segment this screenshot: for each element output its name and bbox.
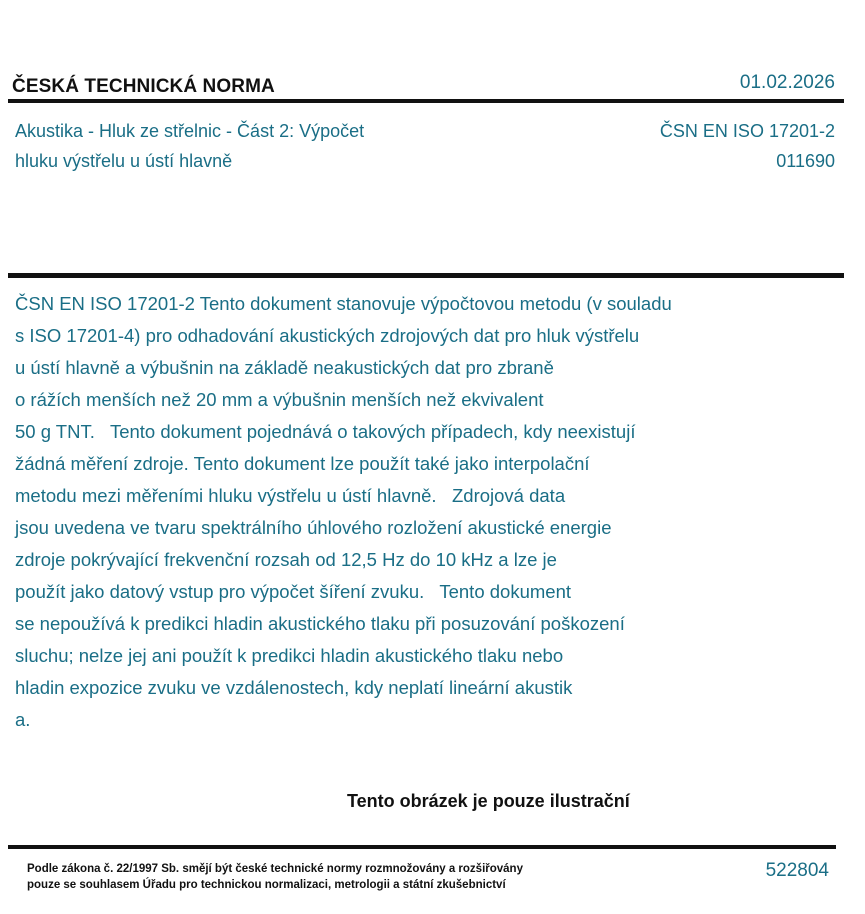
standard-code: ČSN EN ISO 17201-2 <box>659 121 835 141</box>
top-divider <box>8 99 844 103</box>
abstract-line: hladin expozice zvuku ve vzdálenostech, kdy neplatí lineární akustik <box>15 677 573 698</box>
abstract-line: ČSN EN ISO 17201-2 Tento dokument stanovuje výpočtovou metodu (v souladu <box>15 293 672 314</box>
middle-divider <box>8 273 844 278</box>
abstract-line: metodu mezi měřeními hluku výstřelu u ústí hlavně. Zdrojová data <box>15 485 566 506</box>
document-title-line: hluku výstřelu u ústí hlavně <box>15 151 233 171</box>
abstract-line: žádná měření zdroje. Tento dokument lze použít také jako interpolační <box>15 453 590 474</box>
abstract-line: s ISO 17201-4) pro odhadování akustických zdrojových dat pro hluk výstřelu <box>15 325 640 346</box>
abstract-line: o rážích menších než 20 mm a výbušnin menších než ekvivalent <box>15 389 544 410</box>
abstract-line: jsou uvedena ve tvaru spektrálního úhlového rozložení akustické energie <box>15 517 612 538</box>
document-title-line: Akustika - Hluk ze střelnic - Část 2: Výpočet <box>15 121 365 141</box>
abstract-line: sluchu; nelze jej ani použít k predikci hladin akustického tlaku nebo <box>15 645 564 666</box>
abstract-text <box>15 288 805 736</box>
abstract-line: použít jako datový vstup pro výpočet šíření zvuku. Tento dokument <box>15 581 571 602</box>
document-number: 522804 <box>765 860 829 881</box>
abstract-line: 50 g TNT. Tento dokument pojednává o takových případech, kdy neexistují <box>15 421 636 442</box>
abstract-line: se nepoužívá k predikci hladin akustického tlaku při posuzování poškození <box>15 613 625 634</box>
legal-line: Podle zákona č. 22/1997 Sb. smějí být české technické normy rozmnožovány a rozšiřovány <box>27 863 523 875</box>
class-number: 011690 <box>776 151 835 171</box>
publication-date: 01.02.2026 <box>739 72 835 93</box>
bottom-divider <box>8 845 836 849</box>
norm-heading: ČESKÁ TECHNICKÁ NORMA <box>12 76 275 97</box>
legal-notice <box>27 861 523 893</box>
legal-line: pouze se souhlasem Úřadu pro technickou normalizaci, metrologii a státní zkušebnictví <box>27 879 506 891</box>
abstract-line: a. <box>15 709 31 730</box>
abstract-line: u ústí hlavně a výbušnin na základě neakustických dat pro zbraně <box>15 357 554 378</box>
standard-identifiers <box>660 116 835 176</box>
abstract-line: zdroje pokrývající frekvenční rozsah od 12,5 Hz do 10 kHz a lze je <box>15 549 557 570</box>
illustration-note: Tento obrázek je pouze ilustrační <box>347 791 630 811</box>
document-title <box>15 116 364 176</box>
